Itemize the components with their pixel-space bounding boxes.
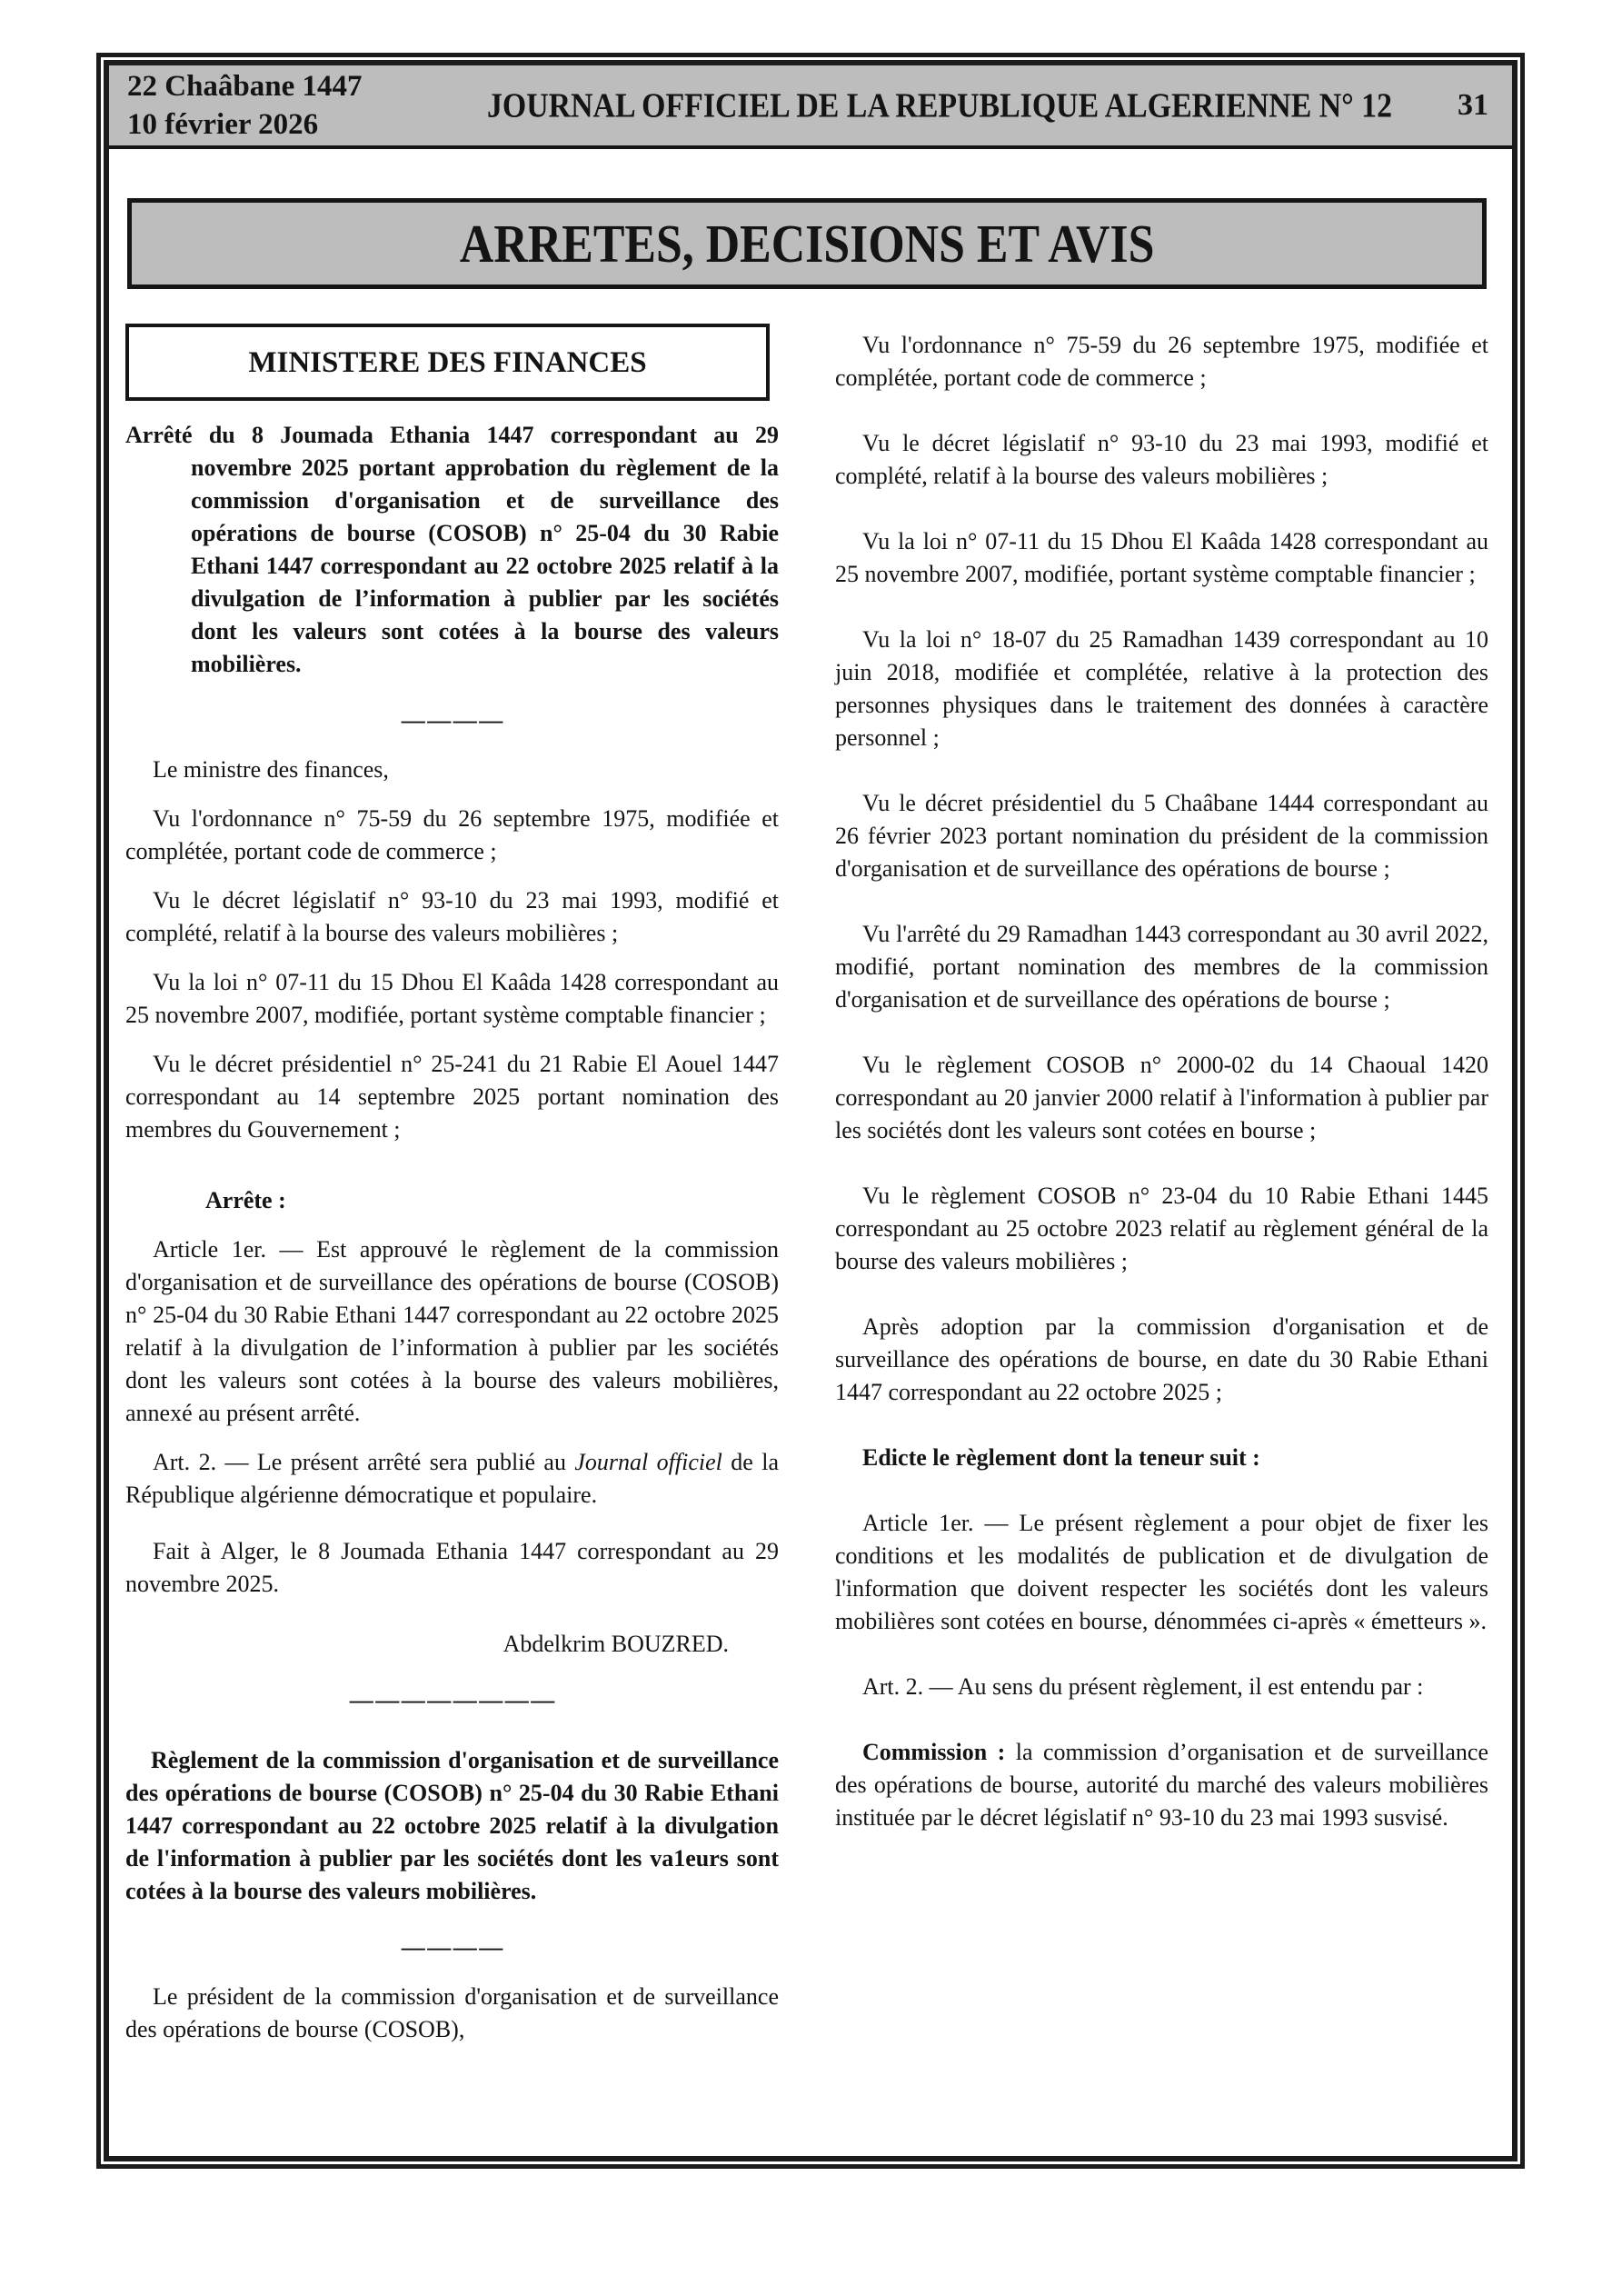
article2-text: Art. 2. — Le présent arrêté sera publié au xyxy=(153,1449,575,1475)
paragraph-vu: Vu le règlement COSOB n° 23-04 du 10 Rabie Ethani 1445 correspondant au 25 octobre 2023 relatif au règlement général de la bourse des valeurs mobilières ; xyxy=(835,1183,1488,1274)
right-column xyxy=(835,324,1488,2156)
paragraph-article2 xyxy=(125,1446,779,1512)
reglement-heading: Règlement de la commission d'organisation et de surveillance des opérations de bourse (COSOB) n° 25-04 du 30 Rabie Ethani 1447 correspondant au 22 octobre 2025 relatif à la divulgation de l'information à publier par les sociétés dont les va1eurs sont cotées à la bourse des valeurs mobilières. xyxy=(125,1747,779,1904)
page-number: 31 xyxy=(1458,88,1488,122)
arrete-label: Arrête : xyxy=(205,1187,286,1213)
arrete-heading: Arrêté du 8 Joumada Ethania 1447 correspondant au 29 novembre 2025 portant approbation du règlement de la commission d'organisation et de surveillance des opérations de bourse (COSOB) n° 25-04 du 30 Rabie Ethani 1447 correspondant au 22 octobre 2025 relatif à la divulgation de l’information à publier par les sociétés dont les valeurs sont cotées à la bourse des valeurs mobilières. xyxy=(125,422,779,677)
date-gregorian: 10 février 2026 xyxy=(127,108,319,141)
paragraph-vu: Vu l'ordonnance n° 75-59 du 26 septembre 1975, modifiée et complétée, portant code de commerce ; xyxy=(125,805,779,864)
section-banner xyxy=(127,198,1487,289)
paragraph-article2: Art. 2. — Au sens du présent règlement, il est entendu par : xyxy=(862,1673,1424,1700)
paragraph-vu: Vu le décret législatif n° 93-10 du 23 mai 1993, modifié et complété, relatif à la bourse des valeurs mobilières ; xyxy=(125,887,779,946)
journal-officiel-italic: Journal officiel xyxy=(574,1449,722,1475)
paragraph-president: Le président de la commission d'organisation et de surveillance des opérations de bourse (COSOB), xyxy=(125,1983,779,2042)
paragraph-adoption: Après adoption par la commission d'organisation et de surveillance des opérations de bourse, en date du 30 Rabie Ethani 1447 correspondant au 22 octobre 2025 ; xyxy=(835,1313,1488,1405)
paragraph-vu: Vu le règlement COSOB n° 2000-02 du 14 Chaoual 1420 correspondant au 20 janvier 2000 relatif à l'information à publier par les sociétés dont les valeurs sont cotées en bourse ; xyxy=(835,1052,1488,1143)
paragraph-vu: Vu le décret présidentiel n° 25-241 du 21 Rabie El Aouel 1447 correspondant au 14 septembre 2025 portant nomination des membres du Gouvernement ; xyxy=(125,1051,779,1143)
page-frame xyxy=(96,53,1525,2169)
signature: Abdelkrim BOUZRED. xyxy=(503,1631,729,1657)
date-hijri: 22 Chaâbane 1447 xyxy=(127,70,363,103)
commission-definition: la commission d’organisation et de surveillance des opérations de bourse, autorité du marché des valeurs mobilières instituée par le décret législatif n° 93-10 du 23 mai 1993 susvisé. xyxy=(835,1739,1488,1831)
ministry-box: MINISTERE DES FINANCES xyxy=(125,324,770,401)
separator: — — — — xyxy=(401,1934,503,1961)
separator: — — — — xyxy=(401,707,503,734)
paragraph-vu: Vu la loi n° 07-11 du 15 Dhou El Kaâda 1428 correspondant au 25 novembre 2007, modifiée, portant système comptable financier ; xyxy=(835,528,1488,587)
left-column xyxy=(125,324,779,2156)
article2-text-suffix: de la République algérienne démocratique et populaire. xyxy=(125,1449,779,1508)
commission-term: Commission : xyxy=(862,1739,1006,1765)
masthead xyxy=(109,65,1512,149)
page-frame-inner xyxy=(104,60,1518,2161)
paragraph-vu: Vu l'arrêté du 29 Ramadhan 1443 correspondant au 30 avril 2022, modifié, portant nomination des membres de la commission d'organisation et de surveillance des opérations de bourse ; xyxy=(835,921,1488,1013)
paragraph-vu: Vu l'ordonnance n° 75-59 du 26 septembre 1975, modifiée et complétée, portant code de commerce ; xyxy=(835,332,1488,391)
paragraph-article1: Article 1er. — Est approuvé le règlement de la commission d'organisation et de surveillance des opérations de bourse (COSOB) n° 25-04 du 30 Rabie Ethani 1447 correspondant au 22 octobre 2025 relatif à la divulgation de l’information à publier par les sociétés dont les valeurs sont cotées à la bourse des valeurs mobilières, annexé au présent arrêté. xyxy=(125,1236,779,1426)
paragraph-vu: Vu le décret présidentiel du 5 Chaâbane 1444 correspondant au 26 février 2023 portant nomination du président de la commission d'organisation et de surveillance des opérations de bourse ; xyxy=(835,790,1488,882)
paragraph-vu: Vu la loi n° 18-07 du 25 Ramadhan 1439 correspondant au 10 juin 2018, modifiée et complétée, relative à la protection des personnes physiques dans le traitement des données à caractère personnel ; xyxy=(835,626,1488,751)
paragraph-article1: Article 1er. — Le présent règlement a pour objet de fixer les conditions et les modalités de publication et de divulgation de l'information que doivent respecter les sociétés dont les valeurs mobilières sont cotées en bourse, dénommées ci-après « émetteurs ». xyxy=(835,1510,1488,1634)
paragraph-vu: Vu le décret législatif n° 93-10 du 23 mai 1993, modifié et complété, relatif à la bourse des valeurs mobilières ; xyxy=(835,430,1488,489)
edicte-label: Edicte le règlement dont la teneur suit : xyxy=(862,1444,1260,1471)
text-columns xyxy=(125,324,1488,2156)
paragraph-commission xyxy=(835,1736,1488,1834)
masthead-dates xyxy=(127,67,454,144)
separator: — — — — — — — — xyxy=(349,1687,555,1713)
section-banner-title: ARRETES, DECISIONS ET AVIS xyxy=(459,214,1155,274)
paragraph-vu: Vu la loi n° 07-11 du 15 Dhou El Kaâda 1428 correspondant au 25 novembre 2007, modifiée, portant système comptable financier ; xyxy=(125,969,779,1028)
journal-title: JOURNAL OFFICIEL DE LA REPUBLIQUE ALGERIENNE N° 12 xyxy=(486,85,1393,125)
paragraph-ministre: Le ministre des finances, xyxy=(153,756,389,783)
paragraph-fait: Fait à Alger, le 8 Joumada Ethania 1447 correspondant au 29 novembre 2025. xyxy=(125,1538,779,1597)
